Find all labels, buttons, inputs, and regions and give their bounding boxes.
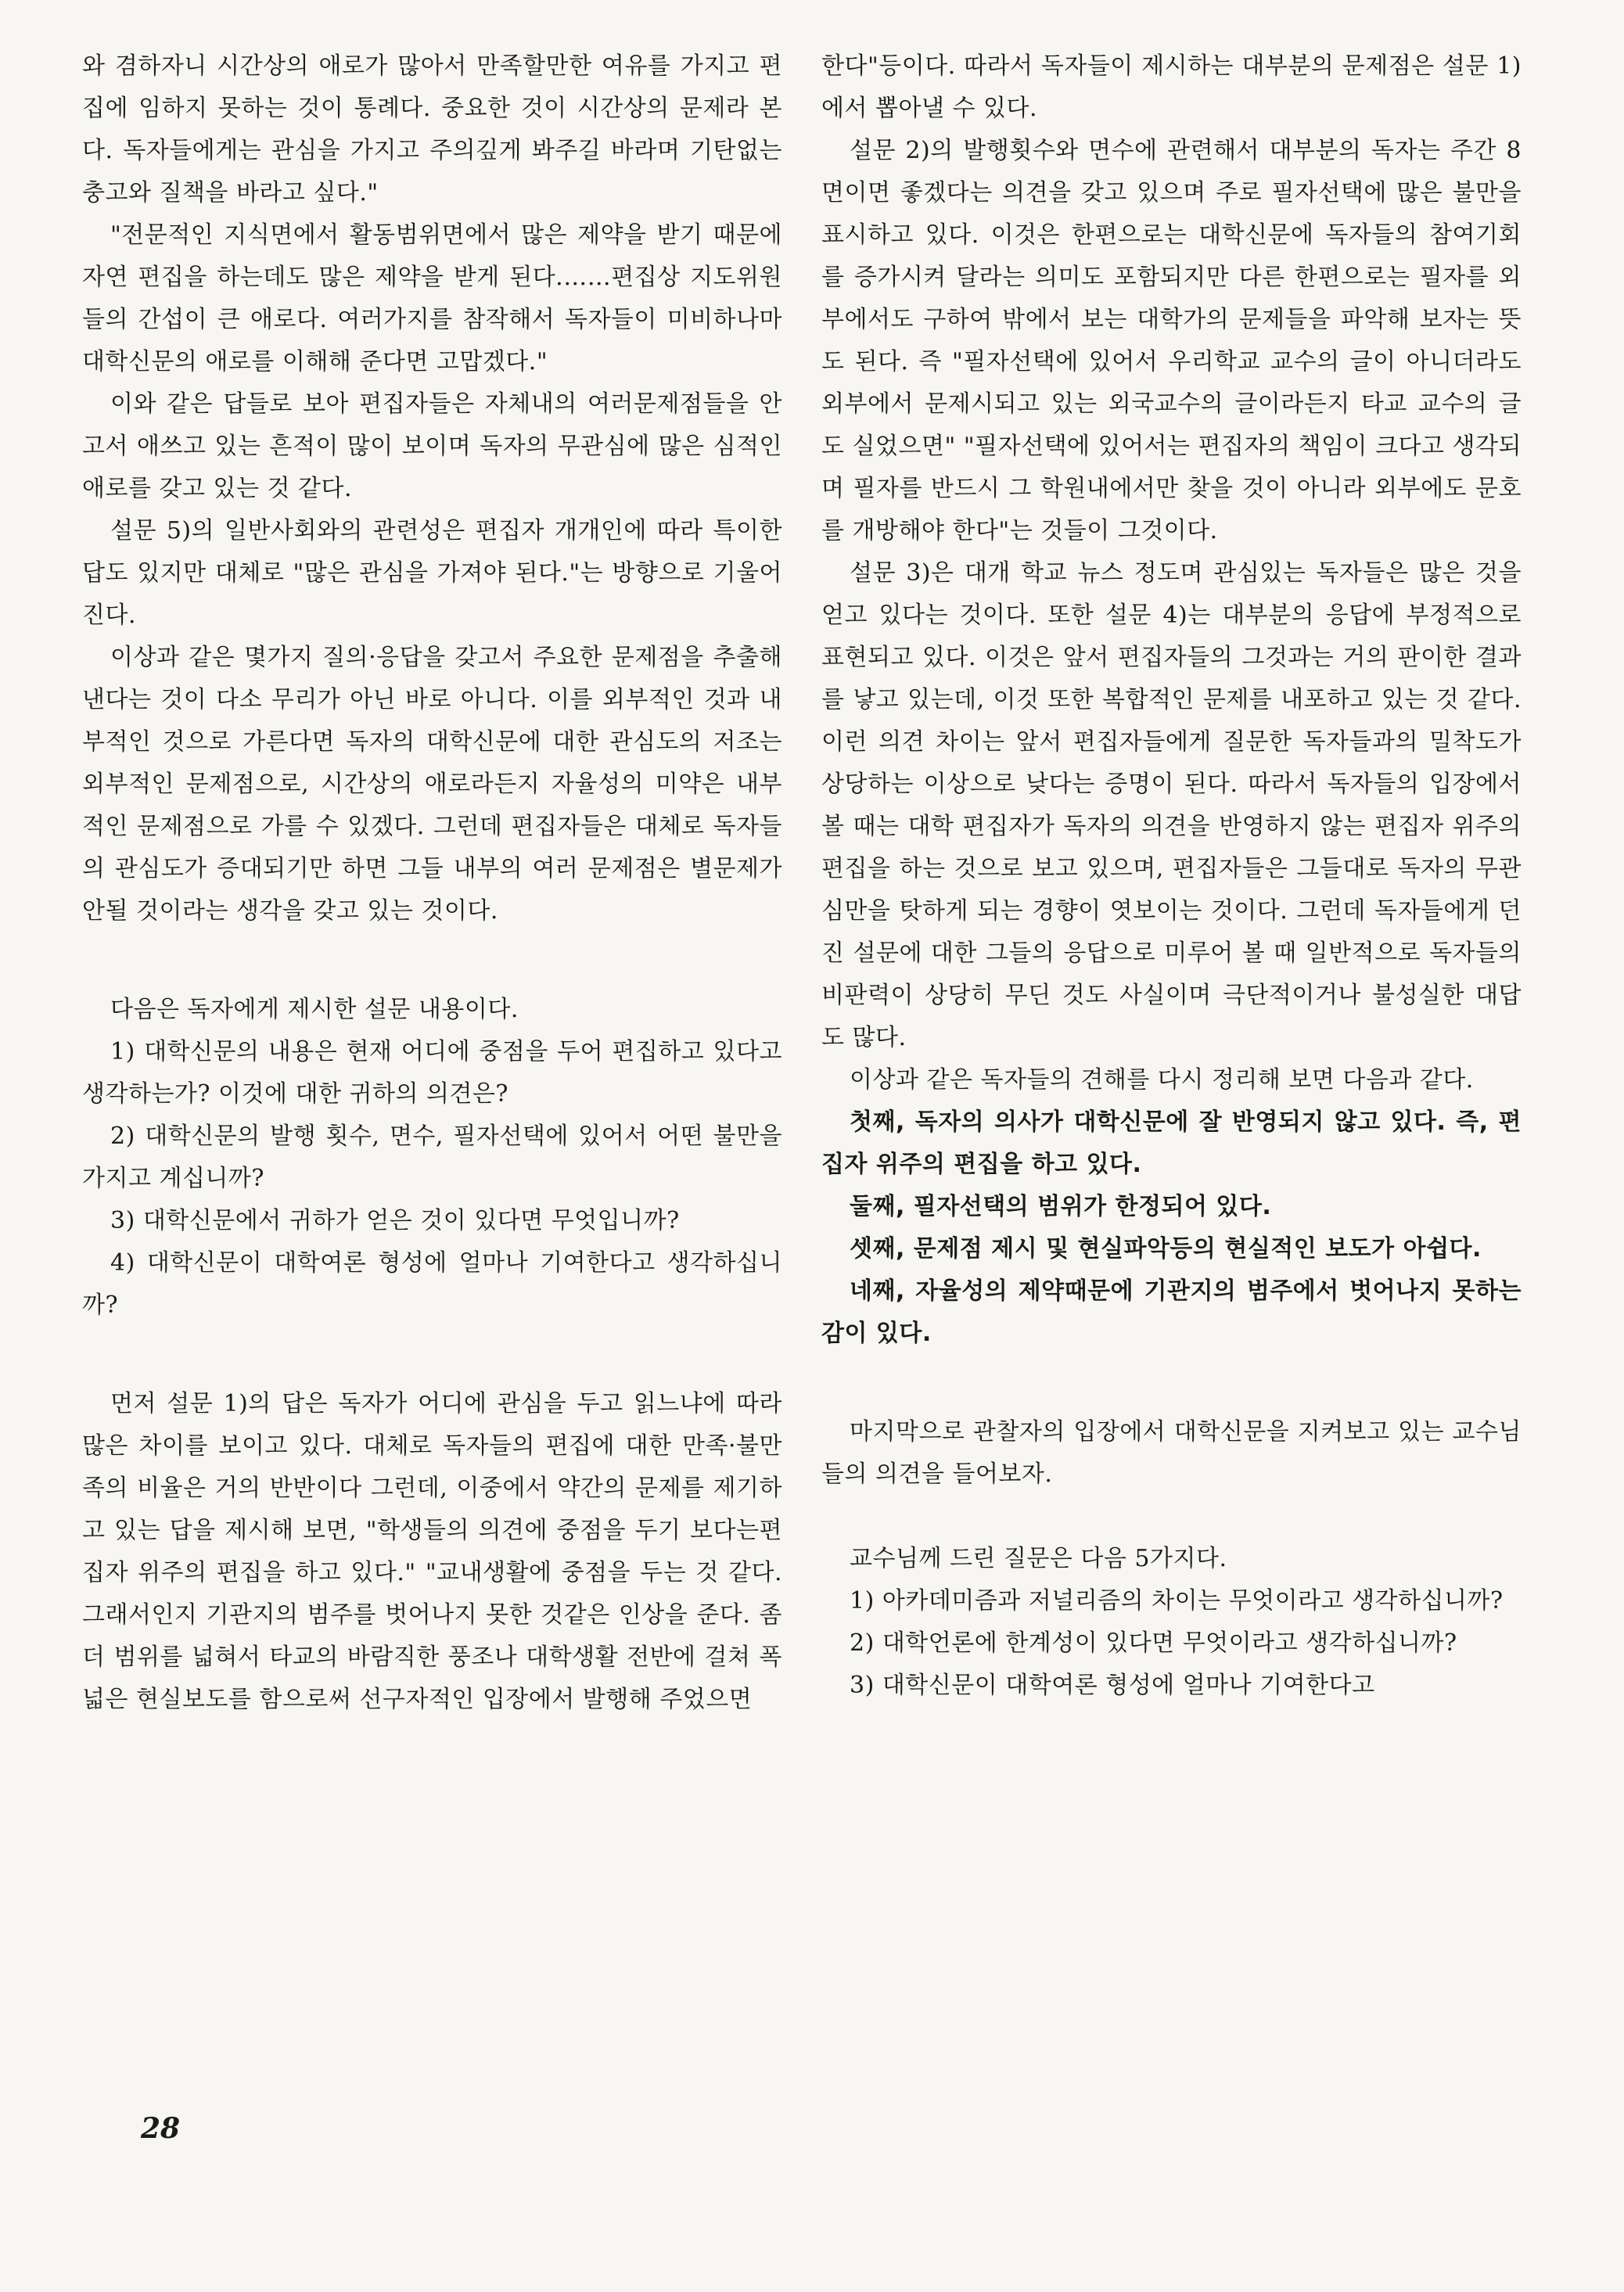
survey-question: 2) 대학언론에 한계성이 있다면 무엇이라고 생각하십니까? <box>850 1629 1457 1657</box>
survey-question: 1) 대학신문의 내용은 현재 어디에 중점을 두어 편집하고 있다고 생각하는가? 이것에 대한 귀하의 의견은? <box>82 1038 782 1108</box>
body-paragraph: 설문 2)의 발행횟수와 면수에 관련해서 대부분의 독자는 주간 8면이면 좋겠다는 의견을 갖고 있으며 주로 필자선택에 많은 불만을 표시하고 있다. 이것은 한편으로는 대학신문에 독자들의 참여기회를 증가시켜 달라는 의미도 포함되지만 다른 한편으로는 필자를 외부에서도 구하여 밖에서 보는 대학가의 문제들을 파악해 보자는 뜻도 된다. 즉 "필자선택에 있어서 우리학교 교수의 글이 아니더라도 외부에서 문제시되고 있는 외국교수의 글이라든지 타교 교수의 글도 실었으면" "필자선택에 있어서는 편집자의 책임이 크다고 생각되며 필자를 반드시 그 학원내에서만 찾을 것이 아니라 외부에도 문호를 개방해야 한다"는 것들이 그것이다. <box>821 137 1522 544</box>
section-spacer <box>821 1496 1522 1538</box>
section-spacer <box>821 1355 1522 1411</box>
body-paragraph: "전문적인 지식면에서 활동범위면에서 많은 제약을 받기 때문에 자연 편집을 하는데도 많은 제약을 받게 된다.……편집상 지도위원들의 간섭이 큰 애로다. 여러가지를 참작해서 독자들이 미비하나마 대학신문의 애로를 이해해 준다면 고맙겠다." <box>82 221 782 375</box>
survey-intro: 교수님께 드린 질문은 다음 5가지다. <box>850 1545 1227 1572</box>
body-paragraph: 설문 3)은 대개 학교 뉴스 정도며 관심있는 독자들은 많은 것을 얻고 있다는 것이다. 또한 설문 4)는 대부분의 응답에 부정적으로 표현되고 있다. 이것은 앞서 편집자들의 그것과는 거의 판이한 결과를 낳고 있는데, 이것 또한 복합적인 문제를 내포하고 있는 것 같다. 이런 의견 차이는 앞서 편집자들에게 질문한 독자들과의 밀착도가 상당하는 이상으로 낮다는 증명이 된다. 따라서 독자들의 입장에서 볼 때는 대학 편집자가 독자의 의견을 반영하지 않는 편집자 위주의 편집을 하는 것으로 보고 있으며, 편집자들은 그들대로 독자의 무관심만을 탓하게 되는 경향이 엿보이는 것이다. 그런데 독자들에게 던진 설문에 대한 그들의 응답으로 미루어 볼 때 일반적으로 독자들의 비판력이 상당히 무딘 것도 사실이며 극단적이거나 불성실한 대답도 많다. <box>821 559 1522 1051</box>
left-column <box>82 45 782 1721</box>
section-spacer <box>82 1327 782 1383</box>
body-paragraph: 설문 5)의 일반사회와의 관련성은 편집자 개개인에 따라 특이한 답도 있지만 대체로 "많은 관심을 가져야 된다."는 방향으로 기울어진다. <box>82 517 782 629</box>
summary-point: 네째, 자율성의 제약때문에 기관지의 범주에서 벗어나지 못하는 감이 있다. <box>821 1277 1522 1347</box>
survey-intro: 다음은 독자에게 제시한 설문 내용이다. <box>110 996 519 1023</box>
survey-question: 4) 대학신문이 대학여론 형성에 얼마나 기여한다고 생각하십니까? <box>82 1249 782 1319</box>
body-paragraph: 이와 같은 답들로 보아 편집자들은 자체내의 여러문제점들을 안고서 애쓰고 있는 흔적이 많이 보이며 독자의 무관심에 많은 심적인 애로를 갖고 있는 것 같다. <box>82 390 782 502</box>
summary-point: 둘째, 필자선택의 범위가 한정되어 있다. <box>850 1193 1272 1220</box>
section-spacer <box>82 932 782 989</box>
survey-question: 3) 대학신문에서 귀하가 얻은 것이 있다면 무엇입니까? <box>110 1207 680 1234</box>
body-paragraph: 먼저 설문 1)의 답은 독자가 어디에 관심을 두고 읽느냐에 따라 많은 차이를 보이고 있다. 대체로 독자들의 편집에 대한 만족·불만족의 비율은 거의 반반이다 그런데, 이중에서 약간의 문제를 제기하고 있는 답을 제시해 보면, "학생들의 의견에 중점을 두기 보다는편집자 위주의 편집을 하고 있다." "교내생활에 중점을 두는 것 같다. 그래서인지 기관지의 범주를 벗어나지 못한 것같은 인상을 준다. 좀 더 범위를 넓혀서 타교의 바람직한 풍조나 대학생활 전반에 걸쳐 폭넓은 현실보도를 함으로써 선구자적인 입장에서 발행해 주었으면 <box>82 1390 782 1713</box>
summary-point: 셋째, 문제점 제시 및 현실파악등의 현실적인 보도가 아쉽다. <box>850 1235 1482 1263</box>
right-column <box>821 45 1522 1707</box>
survey-question: 1) 아카데미즘과 저널리즘의 차이는 무엇이라고 생각하십니까? <box>850 1587 1504 1615</box>
summary-point: 첫째, 독자의 의사가 대학신문에 잘 반영되지 않고 있다. 즉, 편집자 위주의 편집을 하고 있다. <box>821 1108 1522 1178</box>
body-paragraph: 한다"등이다. 따라서 독자들이 제시하는 대부분의 문제점은 설문 1)에서 뽑아낼 수 있다. <box>821 52 1522 122</box>
body-paragraph: 이상과 같은 몇가지 질의·응답을 갖고서 주요한 문제점을 추출해 낸다는 것이 다소 무리가 아닌 바로 아니다. 이를 외부적인 것과 내부적인 것으로 가른다면 독자의 대학신문에 대한 관심도의 저조는 외부적인 문제점으로, 시간상의 애로라든지 자율성의 미약은 내부적인 문제점으로 가를 수 있겠다. 그런데 편집자들은 대체로 독자들의 관심도가 증대되기만 하면 그들 내부의 여러 문제점은 별문제가 안될 것이라는 생각을 갖고 있는 것이다. <box>82 644 782 925</box>
body-paragraph: 마지막으로 관찰자의 입장에서 대학신문을 지켜보고 있는 교수님들의 의견을 들어보자. <box>821 1418 1522 1488</box>
body-paragraph: 이상과 같은 독자들의 견해를 다시 정리해 보면 다음과 같다. <box>850 1066 1474 1094</box>
survey-question: 3) 대학신문이 대학여론 형성에 얼마나 기여한다고 <box>850 1672 1375 1699</box>
body-paragraph: 와 겸하자니 시간상의 애로가 많아서 만족할만한 여유를 가지고 편집에 임하지 못하는 것이 통례다. 중요한 것이 시간상의 문제라 본다. 독자들에게는 관심을 가지고 주의깊게 봐주길 바라며 기탄없는 충고와 질책을 바라고 싶다." <box>82 52 782 207</box>
page-number: 28 <box>141 2112 181 2145</box>
survey-question: 2) 대학신문의 발행 횟수, 면수, 필자선택에 있어서 어떤 불만을 가지고 계십니까? <box>82 1123 782 1192</box>
